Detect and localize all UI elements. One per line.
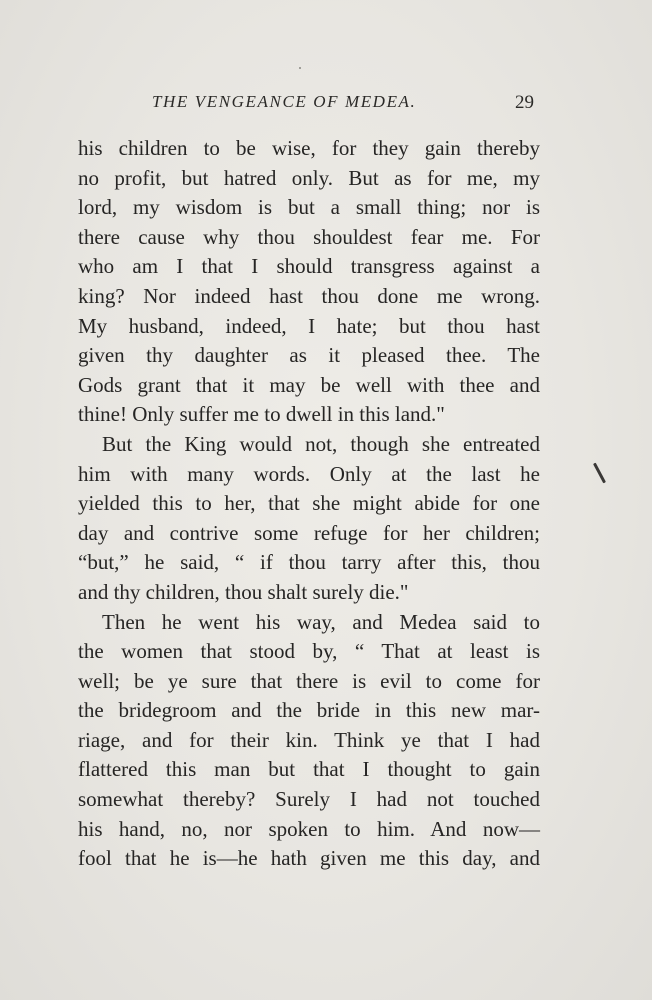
text-line: the women that stood by, “ That at least is [78, 639, 540, 664]
text-line: flattered this man but that I thought to gain [78, 757, 540, 782]
running-head-title: THE VENGEANCE OF MEDEA. [152, 92, 417, 111]
text-line: But the King would not, though she entreated [102, 431, 540, 456]
text-line: the bridegroom and the bride in this new mar- [78, 698, 540, 723]
text-line: lord, my wisdom is but a small thing; nor is [78, 195, 540, 220]
text-line: there cause why thou shouldest fear me. For [78, 224, 540, 249]
text-line: his hand, no, nor spoken to him. And now— [78, 816, 540, 841]
text-line: yielded this to her, that she might abide for one [78, 491, 540, 516]
text-line: My husband, indeed, I hate; but thou hast [78, 313, 540, 338]
text-line: no profit, but hatred only. But as for me, my [78, 165, 540, 190]
text-line: and thy children, thou shalt surely die." [78, 579, 409, 604]
page-number: 29 [515, 92, 534, 113]
text-line: day and contrive some refuge for her children; [78, 520, 540, 545]
running-head [0, 92, 652, 122]
print-speck [299, 67, 301, 69]
text-line: thine! Only suffer me to dwell in this land." [78, 402, 445, 427]
text-line: king? Nor indeed hast thou done me wrong. [78, 283, 540, 308]
text-line: given thy daughter as it pleased thee. The [78, 343, 540, 368]
body-text [78, 134, 540, 874]
text-line: “but,” he said, “ if thou tarry after this, thou [78, 550, 540, 575]
text-line: him with many words. Only at the last he [78, 461, 540, 486]
text-line: Gods grant that it may be well with thee and [78, 372, 540, 397]
text-line: somewhat thereby? Surely I had not touched [78, 787, 540, 812]
text-line: well; be ye sure that there is evil to come for [78, 668, 540, 693]
text-line: his children to be wise, for they gain thereby [78, 136, 540, 160]
text-line: fool that he is—he hath given me this day, and [78, 846, 540, 871]
text-line: Then he went his way, and Medea said to [102, 609, 540, 634]
text-line: riage, and for their kin. Think ye that I had [78, 727, 540, 752]
text-line: who am I that I should transgress against a [78, 254, 540, 279]
margin-pencil-mark [593, 463, 606, 484]
